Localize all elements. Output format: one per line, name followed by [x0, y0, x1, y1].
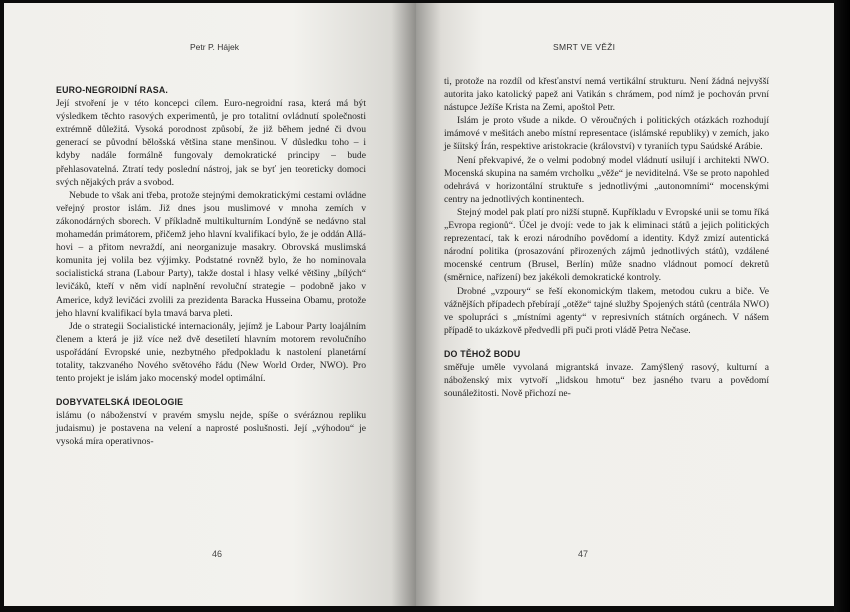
paragraph: Islám je proto všude a nikde. O věroučných i politických otázkách rozhodují imámové v mešitách anebo místní representace (islámské republiky) v zemích, jako je šíitský Írán, respektive aristokracie (království) v tyraniích typu Saúdské Arábie. — [444, 115, 769, 153]
left-page — [4, 3, 416, 606]
paragraph: Není překvapivé, že o velmi podobný model vládnutí usilují i architekti NWO. Mocenská skupina na samém vrcholku „věže“ je neviditelná. Vše se proto napohled odehrává v horizontální struktuře s jednotlivými „autonomními“ mocenskými centry na jednotlivých kontinentech. — [444, 154, 769, 205]
paragraph: směřuje uměle vyvolaná migrantská invaze. Zamýšlený rasový, kulturní a náboženský mix vytvoří „lidskou hmotu“ bez jasného tvaru a povědomí sounáležitosti. Nově přichozí ne- — [444, 361, 769, 400]
paragraph: Jde o strategii Socialistické internacionály, jejímž je Labour Party loajálním členem a která je již více než dvě desetiletí hlavním motorem revolučního uspořádání Evropské unie, nezbytného předpokladu k nastolení planetární totality, takzvaného Nového světového řádu (New World Order, NWO). Pro tento projekt je islám jako mocenský model optimální. — [56, 320, 366, 385]
paragraph: Nebude to však ani třeba, protože stejnými demokratickými cestami ovládne veřejný prostor islám. Již dnes jsou muslimové v mnoha zemích v zákonodárných sborech. V příkladně multikulturním Londýně se nedávno stal mohamedán primátorem, přičemž jeho hlavní kvalifikací bylo, že je oddán Alláhovi – a přitom nevraždí, ani neorganizuje masakry. Obrovská muslimská komunita jej volila bez výjimky. Podstatné rovněž bylo, že ho nominovala socialistická strana (Labour Party), takže dostal i hlasy velké většiny „bílých“ levičáků, kteří v něm vidí naplnění revoluční strategie – podobně jako v Americe, když levičáci zvolili za prezidenta Baracka Husseina Obamu, protože jeho hlavní kvalifikací byla tmavá barva pleti. — [56, 189, 366, 319]
paragraph: Drobné „vzpoury“ se řeší ekonomickým tlakem, metodou cukru a biče. Ve vážnějších případech přebírají „otěže“ tajné služby Spojených států (centrála NWO) ve spolupráci s „místními agenty“ v represivních státních orgánech. V nášem případě to ukázkově předvedli při puči proti vládě Petra Nečase. — [444, 285, 769, 336]
right-page — [416, 3, 834, 606]
paragraph: Stejný model pak platí pro nižší stupně. Kupříkladu v Evropské unii se tomu říká „Evropa regionů“. Účel je dvojí: vede to jak k eliminaci států a jejich politických reprezentací, tak k erozi národního povědomí a identity. Když zmizí autentická národní politika (prosazování přirozených zájmů jednotlivých států), vzdálené mocenské centrum (Brusel, Berlín) může snadno vládnout pomocí dekretů (směrnice, nařízení) bez jakékoli demokratické kontroly. — [444, 206, 769, 284]
section-heading-euro-negroid-race: EURO-NEGROIDNÍ RASA. — [56, 85, 169, 95]
running-head-author: Petr P. Hájek — [190, 42, 239, 52]
left-text-column — [56, 84, 366, 449]
paragraph: ti, protože na rozdíl od křesťanství nemá vertikální strukturu. Není žádná nejvyšší autorita jako katolický papež ani Vatikán s chrámem, pod nímž je pochován první nástupce Ježíše Krista na Zemi, apoštol Petr. — [444, 76, 769, 114]
section-heading-to-the-same-point: DO TĚHOŽ BODU — [444, 348, 521, 359]
section-heading-conquering-ideology: DOBYVATELSKÁ IDEOLOGIE — [56, 397, 184, 408]
right-text-column — [444, 75, 769, 400]
running-head-title: SMRT VE VĚŽI — [553, 42, 616, 52]
page-number-left: 46 — [212, 549, 223, 559]
book-edge-shadow — [834, 0, 850, 612]
paragraph: Její stvoření je v této koncepci cílem. Euro-negroidní rasa, která má být výsledkem těchto rasových experimentů, je pro totalitní ovládnutí společnosti extrémně důležitá. Vysoká porodnost způsobí, že již během jedné či dvou generací se původní bělošská většina stane menšinou. V důsledku toho – i kdyby nadále formálně fungovaly demokratické principy – bude přehlasovatelná. Ztratí tedy poslední nástroj, jak se byť jen teoreticky domoci svých nějakých práv a svobod. — [56, 98, 366, 188]
page-number-right: 47 — [578, 549, 589, 559]
paragraph: islámu (o náboženství v pravém smyslu nejde, spíše o svéráznou repliku judaismu) je postavena na velení a naprosté poslušnosti. Její „výhodou“ je vysoká míra operativnos- — [56, 410, 366, 448]
